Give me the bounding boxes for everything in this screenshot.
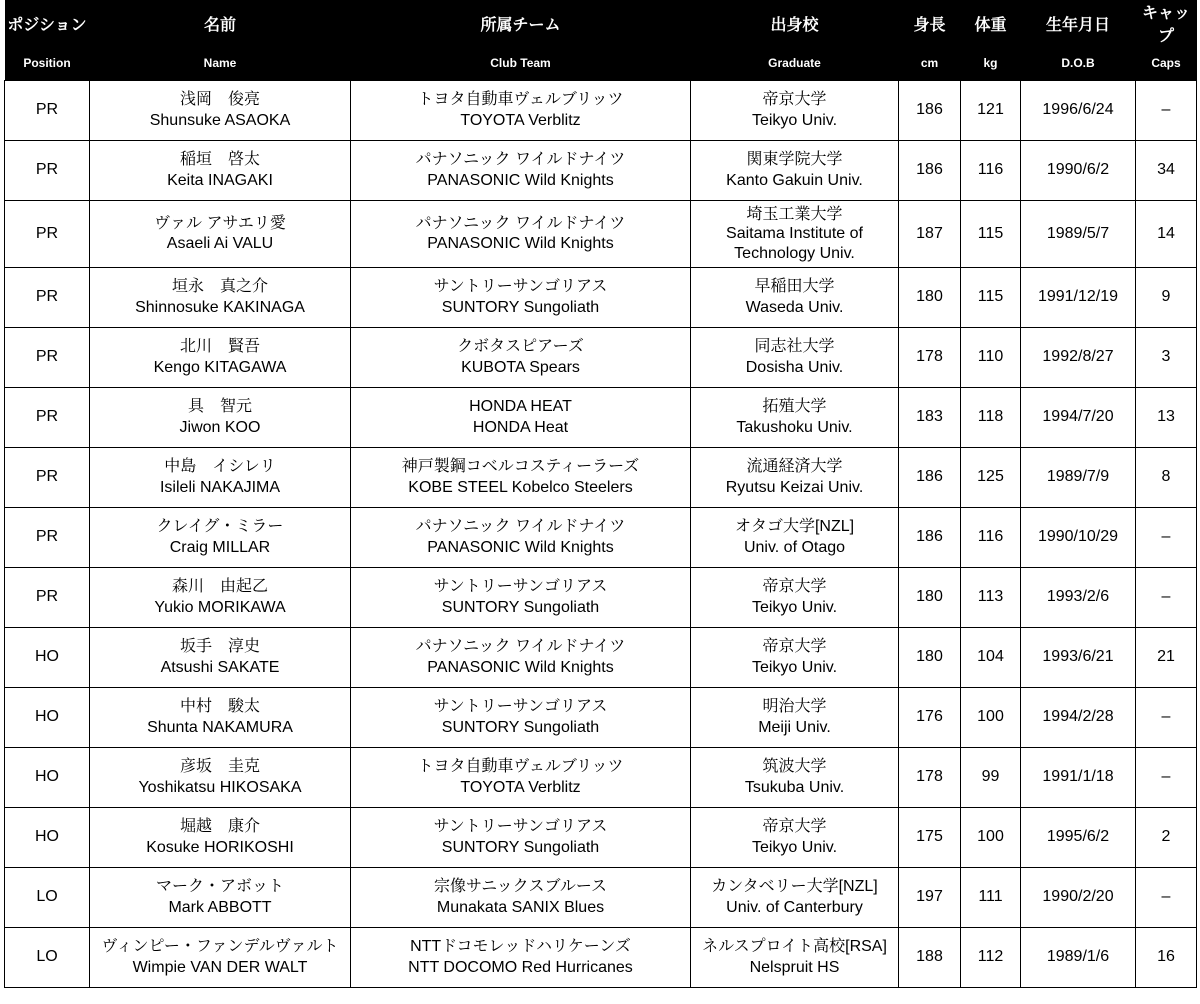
name-english: Keita INAGAKI: [167, 171, 273, 189]
table-header: [5, 0, 1197, 81]
caps-cell: 13: [1136, 388, 1197, 448]
caps-cell: –: [1136, 868, 1197, 928]
roster-table: [4, 0, 1197, 988]
table-row: [5, 928, 1197, 988]
caps-cell: 34: [1136, 141, 1197, 201]
club-english: TOYOTA Verblitz: [460, 111, 581, 129]
graduate-cell: [691, 568, 899, 628]
caps-cell: 14: [1136, 201, 1197, 268]
table-body: [5, 81, 1197, 988]
name-japanese: 北川 賢吾: [179, 337, 260, 355]
graduate-japanese: 同志社大学: [754, 337, 835, 355]
header-dob-jp: 生年月日: [1021, 0, 1136, 46]
name-english: Shunta NAKAMURA: [147, 718, 293, 736]
name-japanese: 中島 イシレリ: [164, 457, 276, 475]
club-cell: [351, 81, 691, 141]
club-cell: [351, 268, 691, 328]
graduate-cell: [691, 628, 899, 688]
name-english: Kengo KITAGAWA: [153, 358, 287, 376]
name-cell: [90, 688, 351, 748]
graduate-english: Teikyo Univ.: [751, 598, 838, 616]
weight-cell: 100: [961, 688, 1021, 748]
name-english: Isileli NAKAJIMA: [159, 478, 281, 496]
height-cell: 197: [899, 868, 961, 928]
height-cell: 186: [899, 81, 961, 141]
graduate-cell: [691, 448, 899, 508]
caps-cell: –: [1136, 568, 1197, 628]
caps-cell: –: [1136, 688, 1197, 748]
header-row-english: [5, 46, 1197, 81]
name-cell: [90, 81, 351, 141]
graduate-english: Ryutsu Keizai Univ.: [725, 478, 864, 496]
table-row: [5, 688, 1197, 748]
name-japanese: 具 智元: [187, 397, 252, 415]
name-japanese: 稲垣 啓太: [179, 150, 260, 168]
name-cell: [90, 808, 351, 868]
name-cell: [90, 141, 351, 201]
name-cell: [90, 748, 351, 808]
header-club-jp: 所属チーム: [351, 0, 691, 46]
table-row: [5, 201, 1197, 268]
position-cell: PR: [5, 268, 90, 328]
graduate-english: Tsukuba Univ.: [744, 778, 845, 796]
dob-cell: 1996/6/24: [1021, 81, 1136, 141]
graduate-english: Univ. of Canterbury: [726, 898, 863, 916]
table-row: [5, 81, 1197, 141]
name-japanese: 森川 由起乙: [171, 577, 268, 595]
name-english: Shunsuke ASAOKA: [149, 111, 291, 129]
name-english: Yoshikatsu HIKOSAKA: [138, 778, 302, 796]
position-cell: HO: [5, 748, 90, 808]
table-row: [5, 141, 1197, 201]
graduate-english: Meiji Univ.: [758, 718, 831, 736]
club-japanese: HONDA HEAT: [469, 397, 572, 415]
dob-cell: 1994/2/28: [1021, 688, 1136, 748]
dob-cell: 1994/7/20: [1021, 388, 1136, 448]
weight-cell: 115: [961, 201, 1021, 268]
graduate-cell: [691, 508, 899, 568]
club-cell: [351, 201, 691, 268]
dob-cell: 1990/6/2: [1021, 141, 1136, 201]
caps-cell: –: [1136, 748, 1197, 808]
table-row: [5, 448, 1197, 508]
caps-cell: 8: [1136, 448, 1197, 508]
club-cell: [351, 868, 691, 928]
club-english: SUNTORY Sungoliath: [441, 718, 600, 736]
position-cell: PR: [5, 81, 90, 141]
header-graduate-en: Graduate: [691, 46, 899, 81]
dob-cell: 1989/5/7: [1021, 201, 1136, 268]
dob-cell: 1993/6/21: [1021, 628, 1136, 688]
dob-cell: 1992/8/27: [1021, 328, 1136, 388]
position-cell: PR: [5, 448, 90, 508]
club-english: PANASONIC Wild Knights: [427, 658, 614, 676]
dob-cell: 1991/12/19: [1021, 268, 1136, 328]
name-english: Mark ABBOTT: [168, 898, 272, 916]
weight-cell: 115: [961, 268, 1021, 328]
caps-cell: 2: [1136, 808, 1197, 868]
graduate-cell: [691, 388, 899, 448]
graduate-english: Teikyo Univ.: [751, 838, 838, 856]
graduate-cell: [691, 928, 899, 988]
header-name-en: Name: [90, 46, 351, 81]
graduate-japanese: 帝京大学: [762, 817, 827, 835]
header-graduate-jp: 出身校: [691, 0, 899, 46]
name-japanese: 中村 駿太: [179, 697, 260, 715]
graduate-japanese: 帝京大学: [762, 577, 827, 595]
table-row: [5, 628, 1197, 688]
name-english: Asaeli Ai VALU: [166, 235, 274, 252]
name-japanese: ヴァル アサエリ愛: [154, 215, 286, 233]
name-japanese: 垣永 真之介: [171, 277, 268, 295]
club-cell: [351, 141, 691, 201]
height-cell: 178: [899, 748, 961, 808]
header-weight-en: kg: [961, 46, 1021, 81]
table-row: [5, 868, 1197, 928]
graduate-cell: [691, 201, 899, 268]
graduate-english: Saitama Institute of: [726, 225, 863, 243]
graduate-japanese: 埼玉工業大学: [746, 205, 843, 223]
name-cell: [90, 388, 351, 448]
club-cell: [351, 808, 691, 868]
name-cell: [90, 508, 351, 568]
weight-cell: 100: [961, 808, 1021, 868]
name-japanese: マーク・アボット: [155, 877, 284, 895]
club-english: PANASONIC Wild Knights: [427, 171, 614, 189]
graduate-english: Teikyo Univ.: [751, 658, 838, 676]
graduate-japanese: 帝京大学: [762, 90, 827, 108]
header-row-japanese: [5, 0, 1197, 46]
position-cell: PR: [5, 328, 90, 388]
club-english: SUNTORY Sungoliath: [441, 598, 600, 616]
dob-cell: 1990/10/29: [1021, 508, 1136, 568]
position-cell: HO: [5, 628, 90, 688]
graduate-english: Teikyo Univ.: [751, 111, 838, 129]
club-japanese: サントリーサンゴリアス: [433, 697, 608, 715]
name-japanese: クレイグ・ミラー: [156, 517, 284, 535]
club-cell: [351, 928, 691, 988]
club-japanese: クボタスピアーズ: [457, 337, 584, 355]
name-cell: [90, 928, 351, 988]
club-english: Munakata SANIX Blues: [436, 898, 605, 916]
graduate-cell: [691, 81, 899, 141]
club-english: KUBOTA Spears: [461, 358, 580, 376]
club-english: SUNTORY Sungoliath: [441, 298, 600, 316]
club-cell: [351, 688, 691, 748]
graduate-japanese: ネルスプロイト高校[RSA]: [702, 937, 887, 955]
club-cell: [351, 628, 691, 688]
club-cell: [351, 448, 691, 508]
position-cell: HO: [5, 688, 90, 748]
graduate-cell: [691, 268, 899, 328]
graduate-japanese: 筑波大学: [762, 757, 827, 775]
graduate-english: Nelspruit HS: [749, 958, 840, 976]
club-japanese: パナソニック ワイルドナイツ: [415, 215, 626, 233]
dob-cell: 1990/2/20: [1021, 868, 1136, 928]
position-cell: PR: [5, 508, 90, 568]
graduate-english: Dosisha Univ.: [745, 358, 844, 376]
position-cell: HO: [5, 808, 90, 868]
club-english: PANASONIC Wild Knights: [427, 235, 614, 252]
club-japanese: パナソニック ワイルドナイツ: [415, 517, 626, 535]
position-cell: LO: [5, 928, 90, 988]
graduate-japanese: 関東学院大学: [746, 150, 843, 168]
club-japanese: 宗像サニックスブルース: [433, 877, 608, 895]
weight-cell: 116: [961, 508, 1021, 568]
weight-cell: 118: [961, 388, 1021, 448]
graduate-japanese: 早稲田大学: [754, 277, 835, 295]
weight-cell: 125: [961, 448, 1021, 508]
caps-cell: 21: [1136, 628, 1197, 688]
name-english: Shinnosuke KAKINAGA: [135, 298, 305, 316]
caps-cell: –: [1136, 81, 1197, 141]
club-japanese: 神戸製鋼コベルコスティーラーズ: [401, 457, 640, 475]
graduate-japanese: カンタベリー大学[NZL]: [711, 877, 878, 895]
position-cell: PR: [5, 141, 90, 201]
club-japanese: トヨタ自動車ヴェルブリッツ: [417, 90, 624, 108]
header-club-en: Club Team: [351, 46, 691, 81]
graduate-japanese: 帝京大学: [762, 637, 827, 655]
graduate-japanese: 流通経済大学: [746, 457, 843, 475]
header-caps-en: Caps: [1136, 46, 1197, 81]
dob-cell: 1993/2/6: [1021, 568, 1136, 628]
table-row: [5, 388, 1197, 448]
club-english: HONDA Heat: [472, 418, 569, 436]
position-cell: LO: [5, 868, 90, 928]
weight-cell: 116: [961, 141, 1021, 201]
height-cell: 186: [899, 448, 961, 508]
name-english: Atsushi SAKATE: [160, 658, 280, 676]
graduate-english: Takushoku Univ.: [736, 418, 853, 436]
table-row: [5, 508, 1197, 568]
caps-cell: –: [1136, 508, 1197, 568]
graduate-english: Kanto Gakuin Univ.: [726, 171, 863, 189]
name-english: Kosuke HORIKOSHI: [146, 838, 294, 856]
name-japanese: 彦坂 圭克: [179, 757, 260, 775]
height-cell: 183: [899, 388, 961, 448]
name-japanese: 堀越 康介: [179, 817, 260, 835]
name-english: Yukio MORIKAWA: [154, 598, 286, 616]
name-cell: [90, 201, 351, 268]
club-english: NTT DOCOMO Red Hurricanes: [408, 958, 633, 976]
height-cell: 186: [899, 141, 961, 201]
weight-cell: 113: [961, 568, 1021, 628]
name-cell: [90, 448, 351, 508]
caps-cell: 16: [1136, 928, 1197, 988]
name-english: Craig MILLAR: [169, 538, 271, 556]
name-japanese: 浅岡 俊亮: [179, 90, 260, 108]
club-japanese: サントリーサンゴリアス: [433, 817, 608, 835]
graduate-japanese: 拓殖大学: [762, 397, 827, 415]
height-cell: 187: [899, 201, 961, 268]
graduate-cell: [691, 688, 899, 748]
graduate-cell: [691, 808, 899, 868]
caps-cell: 3: [1136, 328, 1197, 388]
name-japanese: 坂手 淳史: [179, 637, 260, 655]
name-english: Jiwon KOO: [179, 418, 261, 436]
graduate-english: Technology Univ.: [734, 244, 855, 262]
club-japanese: パナソニック ワイルドナイツ: [415, 637, 626, 655]
table-row: [5, 748, 1197, 808]
graduate-cell: [691, 868, 899, 928]
club-english: PANASONIC Wild Knights: [427, 538, 614, 556]
name-cell: [90, 568, 351, 628]
weight-cell: 121: [961, 81, 1021, 141]
club-english: KOBE STEEL Kobelco Steelers: [408, 478, 633, 496]
club-japanese: サントリーサンゴリアス: [433, 277, 608, 295]
caps-cell: 9: [1136, 268, 1197, 328]
height-cell: 186: [899, 508, 961, 568]
height-cell: 180: [899, 268, 961, 328]
name-japanese: ヴィンピー・ファンデルヴァルト: [101, 937, 339, 955]
table-row: [5, 568, 1197, 628]
height-cell: 180: [899, 628, 961, 688]
header-height-jp: 身長: [899, 0, 961, 46]
height-cell: 175: [899, 808, 961, 868]
club-japanese: パナソニック ワイルドナイツ: [415, 150, 626, 168]
header-weight-jp: 体重: [961, 0, 1021, 46]
table-row: [5, 268, 1197, 328]
graduate-japanese: 明治大学: [762, 697, 827, 715]
name-cell: [90, 868, 351, 928]
dob-cell: 1991/1/18: [1021, 748, 1136, 808]
graduate-cell: [691, 748, 899, 808]
dob-cell: 1989/7/9: [1021, 448, 1136, 508]
graduate-cell: [691, 328, 899, 388]
weight-cell: 99: [961, 748, 1021, 808]
club-japanese: サントリーサンゴリアス: [433, 577, 608, 595]
club-cell: [351, 328, 691, 388]
club-english: SUNTORY Sungoliath: [441, 838, 600, 856]
weight-cell: 112: [961, 928, 1021, 988]
dob-cell: 1995/6/2: [1021, 808, 1136, 868]
position-cell: PR: [5, 388, 90, 448]
header-caps-jp: キャップ: [1136, 0, 1197, 46]
club-cell: [351, 508, 691, 568]
dob-cell: 1989/1/6: [1021, 928, 1136, 988]
header-name-jp: 名前: [90, 0, 351, 46]
weight-cell: 104: [961, 628, 1021, 688]
weight-cell: 111: [961, 868, 1021, 928]
height-cell: 188: [899, 928, 961, 988]
height-cell: 178: [899, 328, 961, 388]
club-cell: [351, 388, 691, 448]
header-dob-en: D.O.B: [1021, 46, 1136, 81]
header-position-jp: ポジション: [5, 0, 90, 46]
header-position-en: Position: [5, 46, 90, 81]
table-row: [5, 808, 1197, 868]
name-cell: [90, 268, 351, 328]
table-row: [5, 328, 1197, 388]
position-cell: PR: [5, 568, 90, 628]
height-cell: 180: [899, 568, 961, 628]
club-cell: [351, 568, 691, 628]
weight-cell: 110: [961, 328, 1021, 388]
club-japanese: NTTドコモレッドハリケーンズ: [410, 937, 631, 955]
graduate-japanese: オタゴ大学[NZL]: [734, 517, 855, 535]
club-japanese: トヨタ自動車ヴェルブリッツ: [417, 757, 624, 775]
graduate-cell: [691, 141, 899, 201]
graduate-english: Univ. of Otago: [743, 538, 846, 556]
club-english: TOYOTA Verblitz: [460, 778, 581, 796]
name-cell: [90, 328, 351, 388]
position-cell: PR: [5, 201, 90, 268]
header-height-en: cm: [899, 46, 961, 81]
height-cell: 176: [899, 688, 961, 748]
club-cell: [351, 748, 691, 808]
name-english: Wimpie VAN DER WALT: [132, 958, 308, 976]
name-cell: [90, 628, 351, 688]
graduate-english: Waseda Univ.: [745, 298, 844, 316]
